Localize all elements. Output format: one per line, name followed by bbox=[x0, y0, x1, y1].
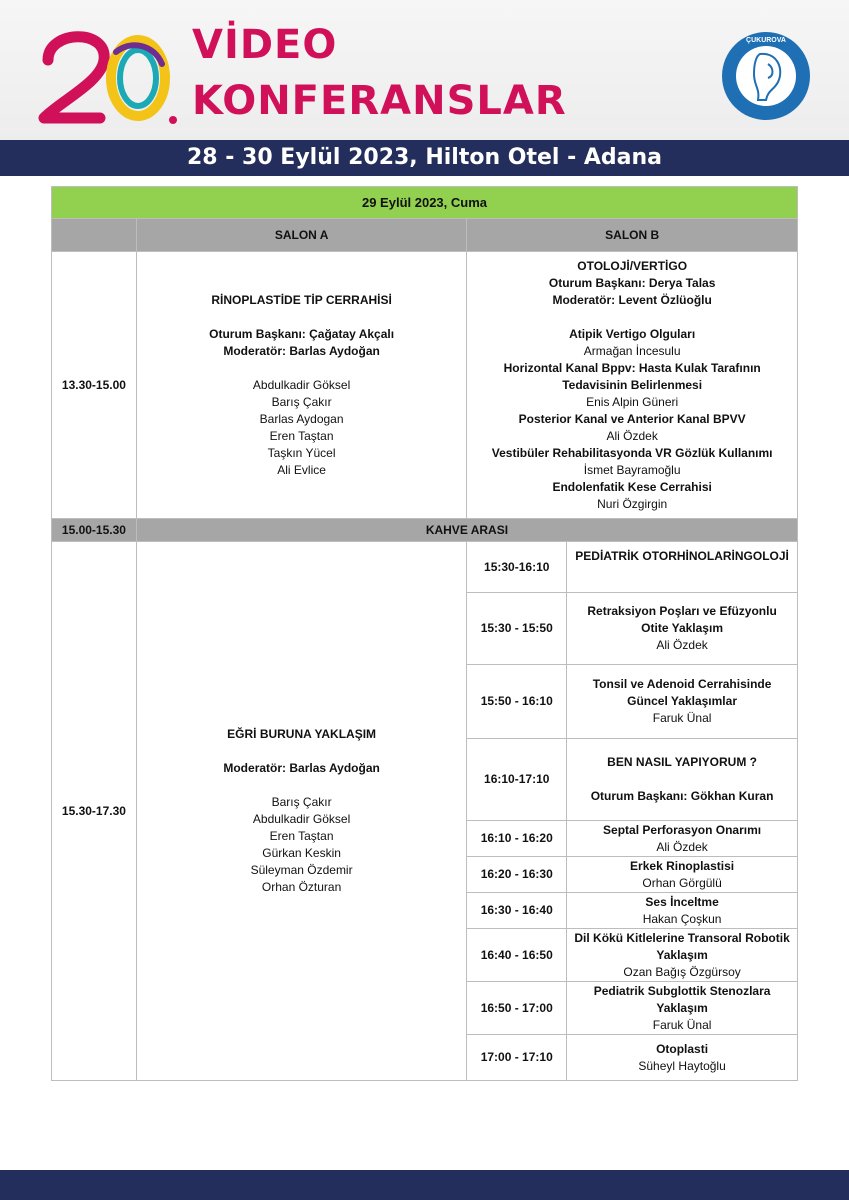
speaker-name: Barış Çakır bbox=[271, 795, 332, 809]
speaker-name: Ali Evlice bbox=[277, 462, 326, 477]
header-banner bbox=[0, 0, 849, 140]
title-konferanslar: KONFERANSLAR bbox=[192, 78, 567, 124]
slot-time: 16:10 - 16:20 bbox=[467, 821, 567, 857]
talk-topic: Dil Kökü Kitlelerine Transoral Robotik bbox=[574, 930, 790, 945]
talk-topic: Atipik Vertigo Olguları bbox=[569, 326, 696, 341]
talk-cell bbox=[567, 593, 798, 665]
session-1-salon-a bbox=[136, 252, 466, 519]
title-video: VİDEO bbox=[192, 22, 338, 68]
talk-topic-cont: Güncel Yaklaşımlar bbox=[627, 694, 737, 708]
speaker-name: Barış Çakır bbox=[271, 394, 332, 409]
salon-header-row bbox=[52, 219, 798, 252]
svg-text:ÇUKUROVA: ÇUKUROVA bbox=[746, 37, 786, 44]
slot-time: 15:30-16:10 bbox=[467, 542, 567, 593]
break-row bbox=[52, 519, 798, 542]
talk-speaker: Nuri Özgirgin bbox=[597, 496, 668, 511]
talk-speaker: Süheyl Haytoğlu bbox=[638, 1058, 726, 1073]
session-moderator: Moderatör: Barlas Aydoğan bbox=[223, 343, 380, 358]
ben-nasil-title: BEN NASIL YAPIYORUM ? bbox=[607, 755, 757, 769]
session-chair: Oturum Başkanı: Derya Talas bbox=[548, 275, 716, 290]
break-time: 15.00-15.30 bbox=[52, 519, 137, 542]
talk-speaker: Orhan Görgülü bbox=[642, 875, 722, 890]
talk-speaker: Enis Alpin Güneri bbox=[586, 394, 679, 409]
session-title: EĞRİ BURUNA YAKLAŞIM bbox=[227, 727, 377, 741]
session-2-salon-a bbox=[136, 542, 466, 1081]
schedule-table bbox=[51, 186, 798, 1081]
talk-topic-cont: Otite Yaklaşım bbox=[641, 621, 723, 635]
salon-a-header: SALON A bbox=[136, 219, 466, 252]
day-row bbox=[52, 187, 798, 219]
slot-time: 16:20 - 16:30 bbox=[467, 857, 567, 893]
talk-topic: Ses İnceltme bbox=[645, 894, 719, 909]
slot-time: 16:30 - 16:40 bbox=[467, 893, 567, 929]
talk-topic: Vestibüler Rehabilitasyonda VR Gözlük Kullanımı bbox=[491, 445, 773, 460]
dates-venue-bar bbox=[0, 140, 849, 176]
session-1-time: 13.30-15.00 bbox=[52, 252, 137, 519]
speaker-name: Abdulkadir Göksel bbox=[252, 812, 351, 826]
talk-speaker: Faruk Ünal bbox=[652, 1017, 712, 1032]
speaker-name: Barlas Aydogan bbox=[259, 411, 344, 426]
talk-cell bbox=[567, 821, 798, 857]
talk-topic: Endolenfatik Kese Cerrahisi bbox=[552, 479, 712, 494]
session-moderator: Moderatör: Levent Özlüoğlu bbox=[552, 292, 712, 307]
talk-topic: Pediatrik Subglottik Stenozlara bbox=[593, 983, 771, 998]
talk-topic-cont: Yaklaşım bbox=[656, 947, 708, 962]
session-title: RİNOPLASTİDE TİP CERRAHİSİ bbox=[211, 292, 392, 307]
slot-time: 17:00 - 17:10 bbox=[467, 1035, 567, 1081]
talk-topic: Horizontal Kanal Bppv: Hasta Kulak Tarafının bbox=[503, 360, 761, 375]
speaker-name: Süleyman Özdemir bbox=[250, 863, 353, 877]
talk-topic: Erkek Rinoplastisi bbox=[630, 858, 735, 873]
talk-topic: Posterior Kanal ve Anterior Kanal BPVV bbox=[518, 411, 746, 426]
ben-nasil-cell bbox=[567, 739, 798, 821]
talk-topic-cont: Yaklaşım bbox=[656, 1000, 708, 1015]
talk-cell bbox=[567, 929, 798, 982]
talk-speaker: Ali Özdek bbox=[606, 428, 658, 443]
talk-topic: Tonsil ve Adenoid Cerrahisinde bbox=[592, 677, 772, 691]
talk-cell bbox=[567, 982, 798, 1035]
slot-time: 16:10-17:10 bbox=[467, 739, 567, 821]
slot-time: 15:50 - 16:10 bbox=[467, 665, 567, 739]
speaker-name: Gürkan Keskin bbox=[262, 846, 341, 860]
talk-speaker: Ali Özdek bbox=[656, 839, 708, 854]
talk-speaker: Hakan Çoşkun bbox=[642, 911, 722, 926]
day-title: 29 Eylül 2023, Cuma bbox=[52, 187, 798, 219]
session-moderator: Moderatör: Barlas Aydoğan bbox=[223, 761, 380, 775]
break-label: KAHVE ARASI bbox=[136, 519, 797, 542]
talk-topic-cont: Tedavisinin Belirlenmesi bbox=[562, 377, 703, 392]
talk-speaker: Ali Özdek bbox=[656, 638, 708, 652]
talk-cell bbox=[567, 1035, 798, 1081]
talk-speaker: Armağan İncesulu bbox=[583, 343, 681, 358]
session-2-time: 15.30-17.30 bbox=[52, 542, 137, 1081]
salon-b-header: SALON B bbox=[467, 219, 798, 252]
talk-speaker: İsmet Bayramoğlu bbox=[583, 462, 681, 477]
speaker-name: Eren Taştan bbox=[269, 829, 334, 843]
talk-topic: Retraksiyon Poşları ve Efüzyonlu bbox=[587, 604, 777, 618]
session-chair: Oturum Başkanı: Çağatay Akçalı bbox=[209, 326, 395, 341]
talk-topic: Septal Perforasyon Onarımı bbox=[603, 822, 762, 837]
talk-cell bbox=[567, 893, 798, 929]
session-chair: Oturum Başkanı: Gökhan Kuran bbox=[590, 789, 774, 803]
talk-topic: Otoplasti bbox=[656, 1041, 709, 1056]
talk-cell bbox=[567, 857, 798, 893]
session-1-salon-b bbox=[467, 252, 798, 519]
slot-time: 16:40 - 16:50 bbox=[467, 929, 567, 982]
session-title: OTOLOJİ/VERTİGO bbox=[577, 258, 688, 273]
talk-speaker: Ozan Bağış Özgürsoy bbox=[623, 964, 741, 979]
slot-time: 16:50 - 17:00 bbox=[467, 982, 567, 1035]
speaker-name: Taşkın Yücel bbox=[267, 445, 336, 460]
speaker-name: Abdulkadir Göksel bbox=[252, 377, 351, 392]
slot-time: 15:30 - 15:50 bbox=[467, 593, 567, 665]
time-header-cell bbox=[52, 219, 137, 252]
speaker-name: Orhan Özturan bbox=[261, 880, 342, 894]
session-1-row bbox=[52, 252, 798, 519]
dates-venue-text: 28 - 30 Eylül 2023, Hilton Otel - Adana bbox=[186, 145, 663, 170]
speaker-name: Eren Taştan bbox=[269, 428, 334, 443]
pediatric-session-title: PEDİATRİK OTORHİNOLARİNGOLOJİ bbox=[567, 542, 798, 593]
pediatric-header-row bbox=[52, 542, 798, 593]
talk-speaker: Faruk Ünal bbox=[652, 711, 712, 725]
footer-bar bbox=[0, 1170, 849, 1200]
talk-cell bbox=[567, 665, 798, 739]
anniversary-20-logo bbox=[30, 22, 180, 132]
association-seal-logo bbox=[720, 30, 812, 122]
